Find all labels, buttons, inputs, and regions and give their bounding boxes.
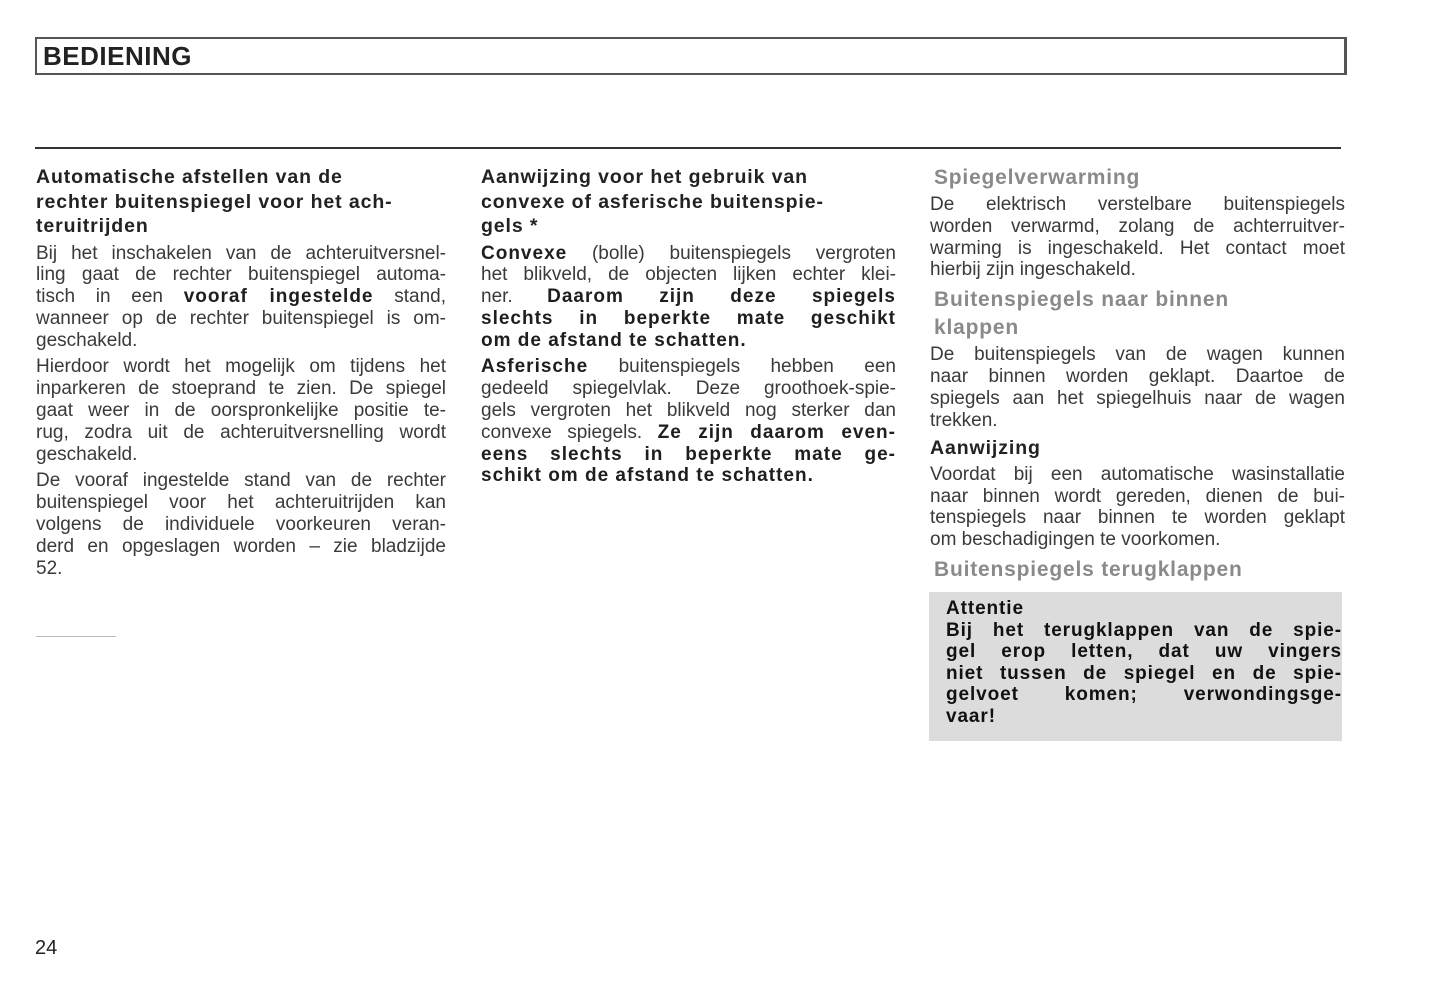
paragraph bbox=[36, 470, 446, 579]
text: (bolle) buitenspiegels vergroten bbox=[567, 242, 896, 264]
text-line bbox=[930, 464, 1345, 486]
heading-line: Aanwijzing bbox=[930, 437, 1041, 460]
heading-line: Automatische afstellen van de bbox=[36, 166, 343, 188]
text: inparkeren de stoeprand te zien. De spiegel bbox=[36, 378, 446, 400]
text-line bbox=[481, 378, 896, 400]
text: geschakeld. bbox=[36, 329, 138, 351]
section-heading bbox=[934, 286, 1345, 342]
heading-line: convexe of asferische buitenspie- bbox=[481, 190, 824, 213]
bold-text: vooraf ingestelde bbox=[183, 286, 374, 308]
text-line bbox=[36, 536, 446, 558]
text: hierbij zijn ingeschakeld. bbox=[930, 259, 1136, 281]
text: spiegels aan het spiegelhuis naar de wagen bbox=[930, 387, 1345, 409]
paragraph bbox=[481, 243, 896, 352]
text: ner. bbox=[481, 286, 548, 308]
bold-text: eens slechts in beperkte mate ge- bbox=[481, 443, 896, 465]
text: geschakeld. bbox=[36, 443, 138, 465]
text: tenspiegels naar binnen te worden geklapt bbox=[930, 507, 1345, 529]
text-line bbox=[36, 400, 446, 422]
text: Bij het inschakelen van de achteruitversnel- bbox=[36, 242, 446, 264]
text-line bbox=[36, 558, 446, 580]
text-line bbox=[36, 286, 446, 308]
text: gedeeld spiegelvlak. Deze groothoek-spie- bbox=[481, 378, 896, 400]
text-line bbox=[481, 422, 896, 444]
section-heading bbox=[36, 165, 446, 239]
text: worden verwarmd, zolang de achterruitver- bbox=[930, 215, 1345, 237]
text-line bbox=[930, 216, 1345, 238]
bold-text: om de afstand te schatten. bbox=[481, 329, 747, 351]
text-line bbox=[36, 330, 446, 352]
text-line bbox=[946, 598, 1342, 620]
bold-text: slechts in beperkte mate geschikt bbox=[481, 307, 896, 329]
text: vaar! bbox=[946, 705, 996, 727]
text-line bbox=[36, 243, 446, 265]
paragraph bbox=[930, 344, 1345, 431]
text: tisch in een bbox=[36, 286, 184, 308]
text: Hierdoor wordt het mogelijk om tijdens het bbox=[36, 356, 446, 378]
section-heading bbox=[481, 165, 896, 239]
heading-line: klappen bbox=[934, 316, 1019, 340]
text-line bbox=[930, 366, 1345, 388]
bold-text: Asferische bbox=[481, 356, 589, 378]
paragraph bbox=[36, 243, 446, 352]
text: wanneer op de rechter buitenspiegel is om- bbox=[36, 307, 446, 329]
text-line bbox=[481, 308, 896, 330]
bold-text: Daarom zijn deze spiegels bbox=[547, 286, 896, 308]
header-divider bbox=[35, 147, 1341, 149]
section-heading bbox=[934, 164, 1345, 192]
text: stand, bbox=[373, 286, 446, 308]
text-line bbox=[481, 444, 896, 466]
paragraph bbox=[930, 464, 1345, 551]
text: gelvoet komen; verwondingsge- bbox=[946, 684, 1342, 706]
text-line bbox=[930, 529, 1345, 551]
footnote-divider bbox=[36, 636, 116, 637]
chapter-header-box bbox=[35, 37, 1347, 75]
chapter-title: BEDIENING bbox=[43, 41, 192, 71]
text: gel erop letten, dat uw vingers bbox=[946, 641, 1342, 663]
text-line bbox=[36, 356, 446, 378]
text-line bbox=[481, 465, 896, 487]
section-heading bbox=[930, 436, 1345, 461]
text: buitenspiegels hebben een bbox=[588, 356, 896, 378]
heading-line: Buitenspiegels terugklappen bbox=[934, 558, 1243, 582]
heading-line: gels * bbox=[481, 215, 539, 237]
text-line bbox=[946, 641, 1342, 663]
text-line bbox=[930, 507, 1345, 529]
paragraph bbox=[36, 356, 446, 465]
text: De buitenspiegels van de wagen kunnen bbox=[930, 344, 1345, 366]
text: Bij het terugklappen van de spie- bbox=[946, 619, 1342, 641]
heading-line: Spiegelverwarming bbox=[934, 166, 1141, 189]
text-line bbox=[946, 663, 1342, 685]
text-line bbox=[481, 243, 896, 265]
text-line bbox=[946, 620, 1342, 642]
text: naar binnen worden geklapt. Daartoe de bbox=[930, 365, 1345, 387]
column-3 bbox=[930, 164, 1345, 741]
text-line bbox=[930, 344, 1345, 366]
text: om beschadigingen te voorkomen. bbox=[930, 529, 1221, 551]
text: Attentie bbox=[946, 598, 1024, 620]
text: derd en opgeslagen worden – zie bladzijde bbox=[36, 535, 446, 557]
text-line bbox=[930, 486, 1345, 508]
text-line bbox=[36, 470, 446, 492]
text-line bbox=[36, 444, 446, 466]
text-line bbox=[930, 388, 1345, 410]
page-number: 24 bbox=[35, 937, 58, 959]
text: 52. bbox=[36, 557, 63, 579]
text: ling gaat de rechter buitenspiegel automa- bbox=[36, 264, 446, 286]
text: niet tussen de spiegel en de spie- bbox=[946, 662, 1342, 684]
text: Voordat bij een automatische wasinstallatie bbox=[930, 463, 1345, 485]
text-line bbox=[481, 330, 896, 352]
text-line bbox=[946, 706, 1342, 728]
text-line bbox=[481, 264, 896, 286]
bold-text: Ze zijn daarom even- bbox=[657, 421, 896, 443]
text: naar binnen wordt gereden, dienen de bui- bbox=[930, 485, 1345, 507]
warning-box bbox=[929, 592, 1342, 741]
text: buitenspiegel voor het achteruitrijden kan bbox=[36, 492, 446, 514]
column-2 bbox=[481, 165, 896, 492]
heading-line: Aanwijzing voor het gebruik van bbox=[481, 166, 808, 188]
heading-line: rechter buitenspiegel voor het ach- bbox=[36, 190, 393, 213]
text: gaat weer in de oorspronkelijke positie te- bbox=[36, 400, 446, 422]
paragraph bbox=[481, 356, 896, 487]
text: De vooraf ingestelde stand van de rechter bbox=[36, 470, 446, 492]
text-line bbox=[36, 422, 446, 444]
text-line bbox=[36, 264, 446, 286]
text: convexe spiegels. bbox=[481, 421, 658, 443]
text-line bbox=[36, 378, 446, 400]
text: trekken. bbox=[930, 409, 998, 431]
text-line bbox=[946, 684, 1342, 706]
text-line bbox=[930, 194, 1345, 216]
text-line bbox=[481, 286, 896, 308]
heading-line: teruitrijden bbox=[36, 215, 149, 237]
text-line bbox=[36, 514, 446, 536]
text: het blikveld, de objecten lijken echter klei- bbox=[481, 264, 896, 286]
text: warming is ingeschakeld. Het contact moet bbox=[930, 237, 1345, 259]
text-line bbox=[481, 356, 896, 378]
text: De elektrisch verstelbare buitenspiegels bbox=[930, 194, 1345, 215]
text-line bbox=[36, 492, 446, 514]
bold-text: Convexe bbox=[481, 242, 568, 264]
text: rug, zodra uit de achteruitversnelling wordt bbox=[36, 421, 446, 443]
text-line bbox=[930, 238, 1345, 260]
heading-line: Buitenspiegels naar binnen bbox=[934, 288, 1230, 312]
paragraph bbox=[930, 194, 1345, 281]
column-1 bbox=[36, 165, 446, 584]
section-heading bbox=[934, 556, 1345, 584]
text-line bbox=[36, 308, 446, 330]
text: gels vergroten het blikveld nog sterker dan bbox=[481, 400, 896, 422]
text: volgens de individuele voorkeuren veran- bbox=[36, 514, 446, 536]
bold-text: schikt om de afstand te schatten. bbox=[481, 465, 814, 487]
text-line bbox=[481, 400, 896, 422]
text-line bbox=[930, 410, 1345, 432]
text-line bbox=[930, 259, 1345, 281]
